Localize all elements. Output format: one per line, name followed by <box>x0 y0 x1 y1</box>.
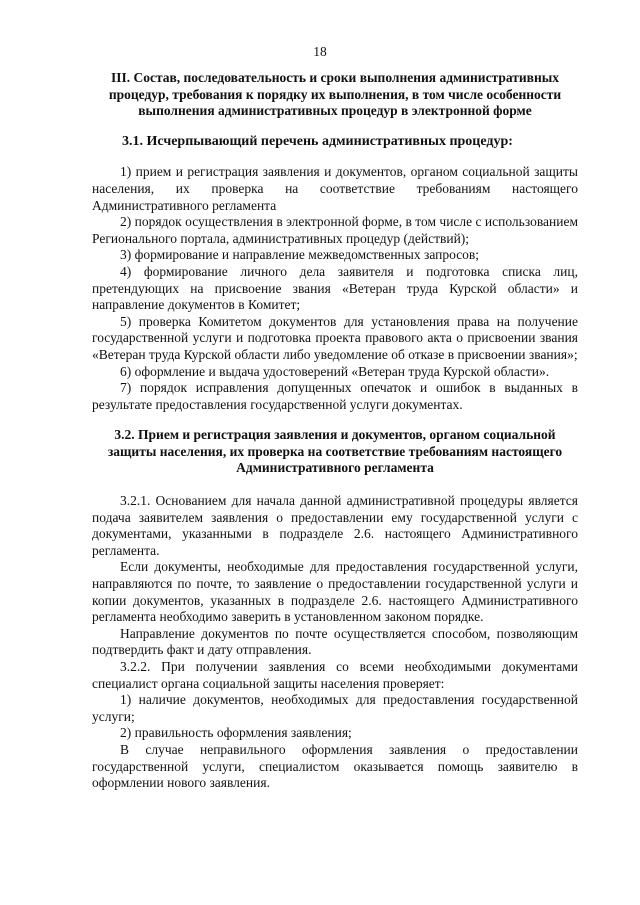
list-item: 1) прием и регистрация заявления и документов, органом социальной защиты населения, их проверка на соответствие требованиям настоящего Административного регламента <box>92 164 578 213</box>
paragraph: 2) правильность оформления заявления; <box>120 725 352 741</box>
paragraph: 1) наличие документов, необходимых для предоставления государственной услуги; <box>92 692 578 724</box>
list-item: 2) порядок осуществления в электронной форме, в том числе с использованием Регионального портала, административных процедур (действий); <box>92 214 578 246</box>
paragraph: В случае неправильного оформления заявления о предоставлении государственной услуги, специалистом оказывается помощь заявителю в оформлении нового заявления. <box>92 741 578 791</box>
section-3-heading: III. Состав, последовательность и сроки выполнения административных процедур, требования к порядку их выполнения, в том числе особенности выполнения административных процедур в электронной форме <box>108 70 562 119</box>
paragraph: Направление документов по почте осуществляется способом, позволяющим подтвердить факт и дату отправления. <box>92 625 578 658</box>
list-item: 4) формирование личного дела заявителя и подготовка списка лиц, претендующих на присвоение звания «Ветеран труда Курской области» и направление документов в Комитет; <box>92 263 578 313</box>
paragraph: 3.2.2. При получении заявления со всеми необходимыми документами специалист органа социальной защиты населения проверяет: <box>92 659 578 691</box>
list-item: 5) проверка Комитетом документов для установления права на получение государственной услуги и подготовка проекта правового акта о присвоении звания «Ветеран труда Курской области либо уведомление об отказе в присвоении звания»; <box>92 313 578 362</box>
paragraph: 3.2.1. Основанием для начала данной административной процедуры является подача заявителем заявления о предоставлении ему государственной услуги с документами, указанными в подразделе 2.6. настоящего Административного регламента. <box>92 493 578 558</box>
section-3-2-heading: 3.2. Прием и регистрация заявления и документов, органом социальной защиты населения, их проверка на соответствие требованиям настоящего Административного регламента <box>107 427 563 476</box>
section-3-1-heading: 3.1. Исчерпывающий перечень административных процедур: <box>122 133 513 149</box>
list-item: 3) формирование и направление межведомственных запросов; <box>120 247 480 263</box>
document-body <box>92 70 578 792</box>
paragraph: Если документы, необходимые для предоставления государственной услуги, направляются по почте, то заявление о предоставлении государственной услуги и копии документов, указанных в подразделе 2.6. настоящего Административного регламента необходимо заверить в установленном законом порядке. <box>92 559 578 625</box>
list-item: 6) оформление и выдача удостоверений «Ветеран труда Курской области». <box>120 363 550 379</box>
list-item: 7) порядок исправления допущенных опечаток и ошибок в выданных в результате предоставления государственной услуги документах. <box>92 380 578 412</box>
page-number: 18 <box>313 44 327 59</box>
